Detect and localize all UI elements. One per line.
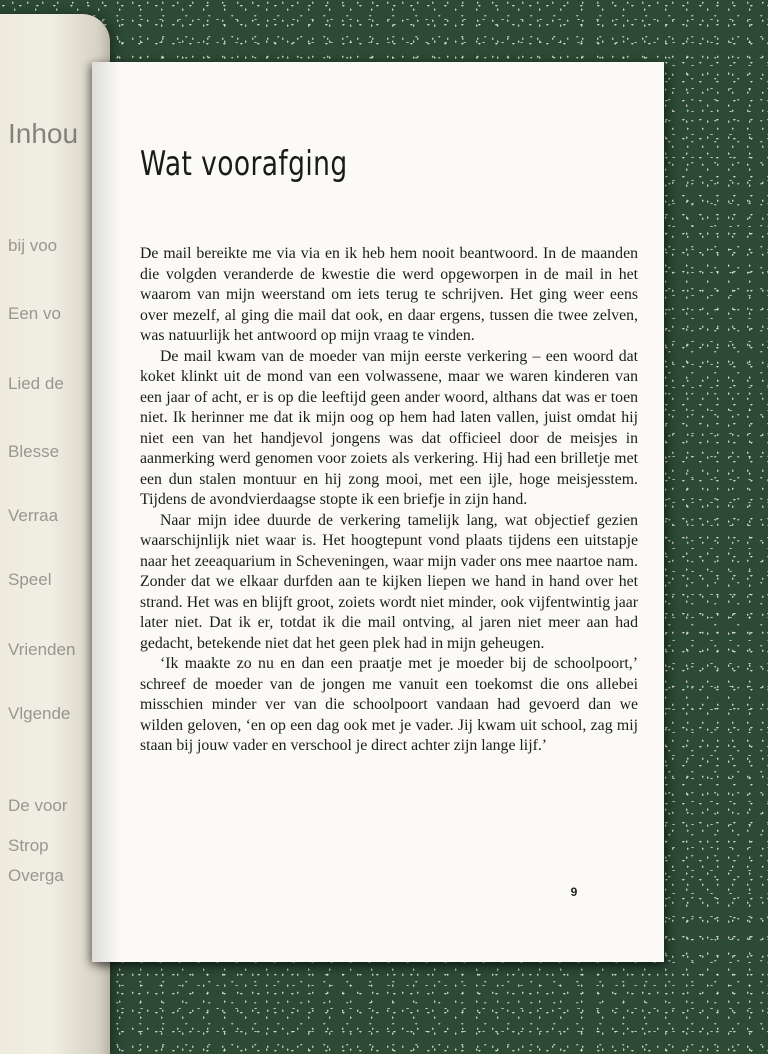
left-page-fragment: Verraa <box>8 506 59 525</box>
left-page-fragment: Strop <box>8 836 49 855</box>
left-page-fragment: Overga <box>8 866 64 885</box>
left-page-fragment: Blesse <box>8 442 60 461</box>
left-page-fragment: Vrienden <box>8 640 76 659</box>
book-page <box>92 62 664 962</box>
chapter-title: Wat voorafging <box>140 144 348 184</box>
paragraph: De mail bereikte me via via en ik heb hem nooit beantwoord. In de maanden die volgden veranderde de kwestie die werd opgeworpen in de mail in het waarom van mijn weerstand om iets terug te schrijven. Het ging weer eens over mezelf, al ging die mail dat ook, en daar ergens, tussen die twee zelven, was natuurlijk het antwoord op mijn vraag te vinden. <box>140 245 638 344</box>
left-page-fragment: Vlgende <box>8 704 71 723</box>
left-page-fragment: bij voo <box>8 236 58 255</box>
paragraph: Naar mijn idee duurde de verkering tamelijk lang, wat objectief gezien waarschijnlijk niet waar is. Het hoogtepunt vond plaats tijdens een uitstapje naar het zeeaquarium in Scheveningen, waar mijn vader ons mee naartoe nam. Zonder dat we elkaar durfden aan te kijken liepen we hand in hand over het strand. Het was en blijft groot, zoiets wordt niet minder, ook vijfentwintig jaar later niet. Dat ik er, totdat ik die mail ontving, al jaren niet meer aan had gedacht, betekende niet dat het geen plek had in mijn geheugen. <box>140 511 638 652</box>
chapter-body <box>140 244 638 757</box>
paragraph: De mail kwam van de moeder van mijn eerste verkering – een woord dat koket klinkt uit de mond van een volwassene, maar we waren kinderen van een jaar of acht, er is op die leeftijd geen ander woord, althans dat was er toen niet. Ik herinner me dat ik mijn oog op hem had laten vallen, juist omdat hij niet een van het handjevol jongens was dat officieel door de meisjes in aanmerking werd genomen voor zoiets als verkering. Hij had een brilletje met een dun stalen montuur en hij zong mooi, met een ijle, hoge meisjesstem. Tijdens de avondvierdaagse stopte ik een briefje in zijn hand. <box>140 347 638 508</box>
left-page-fragment: De voor <box>8 796 68 815</box>
left-page-fragment: Inhou <box>8 118 79 149</box>
left-page-fragment: Speel <box>8 570 52 589</box>
page-number: 9 <box>570 885 578 899</box>
left-page-fragment: Een vo <box>8 304 61 323</box>
paragraph: ‘Ik maakte zo nu en dan een praatje met je moeder bij de schoolpoort,’ schreef de moeder van de jongen me vanuit een toekomst die ons allebei misschien minder ver van die schoolpoort vandaan had gevoerd dan we wilden geloven, ‘en op een dag ook met je vader. Jij kwam uit school, zag mij staan bij jouw vader en verschool je direct achter zijn lange lijf.’ <box>140 655 638 754</box>
left-page-fragment: Lied de <box>8 374 64 393</box>
